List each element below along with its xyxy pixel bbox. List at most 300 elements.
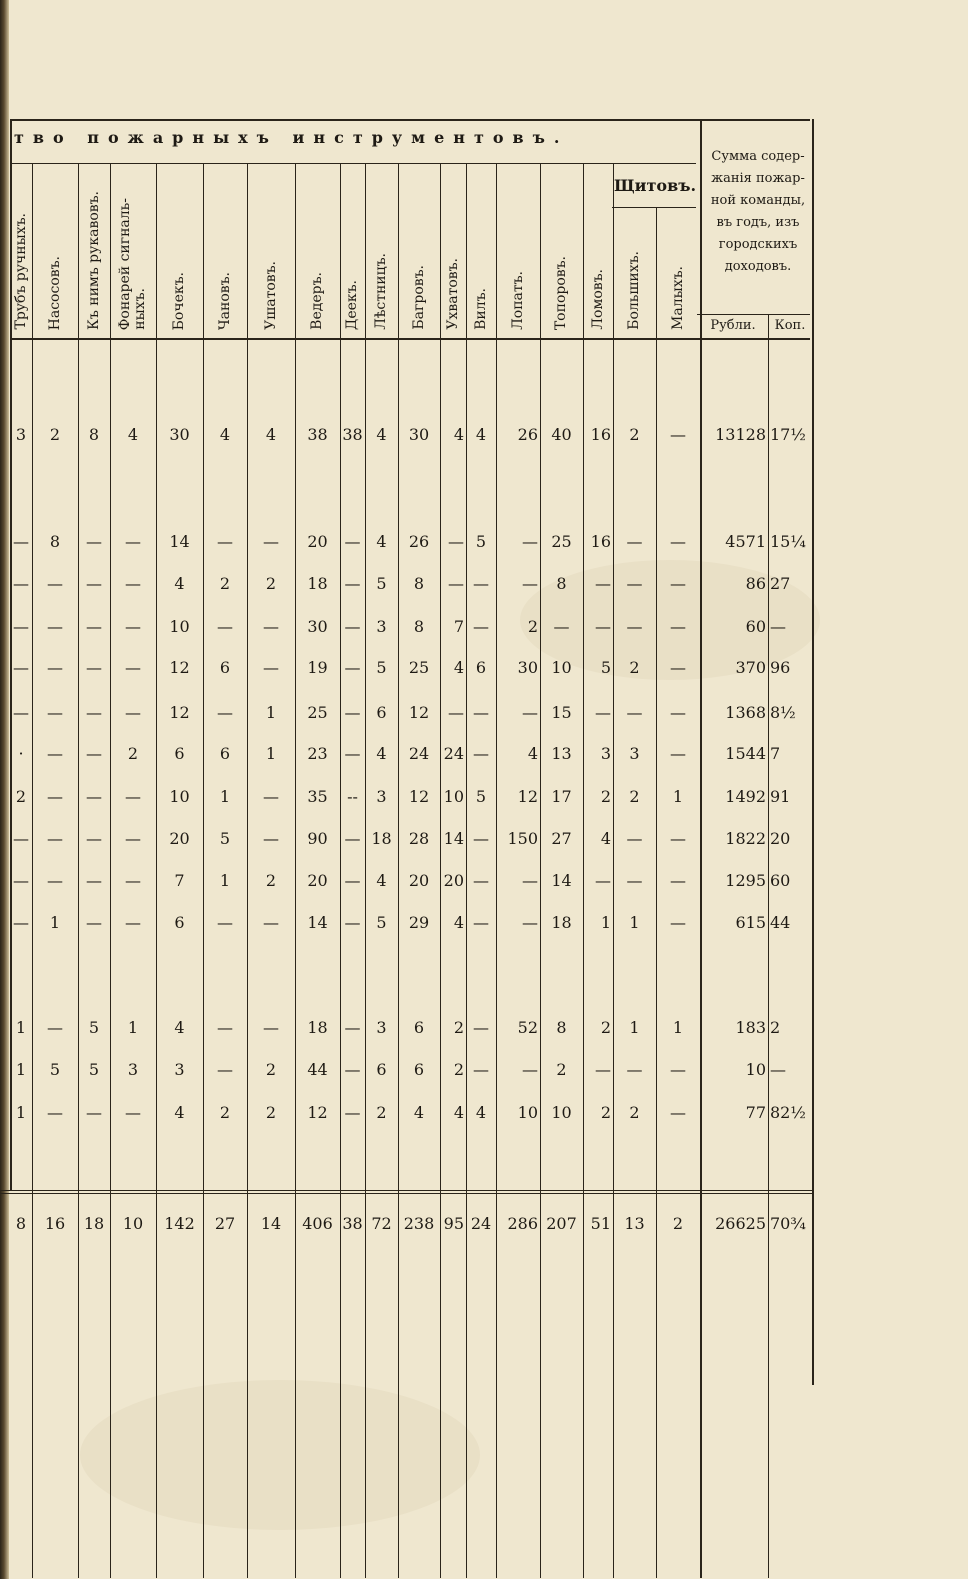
column-header bbox=[540, 170, 583, 330]
table-cell: 8 bbox=[556, 1018, 567, 1037]
table-cell: — bbox=[626, 532, 643, 551]
table-cell: 2 bbox=[629, 787, 640, 806]
table-cell: 17½ bbox=[770, 425, 806, 444]
title-bottom-rule bbox=[10, 163, 696, 164]
table-cell: — bbox=[473, 913, 489, 932]
shitov-group-rule bbox=[612, 207, 696, 208]
table-cell: — bbox=[473, 703, 489, 722]
table-cell: — bbox=[125, 658, 141, 677]
table-cell: — bbox=[47, 1018, 63, 1037]
column-header bbox=[656, 212, 700, 330]
table-cell: — bbox=[626, 617, 643, 636]
table-cell: 4 bbox=[219, 425, 231, 444]
table-cell: 60 bbox=[745, 617, 766, 636]
table-cell: 1822 bbox=[725, 829, 766, 848]
table-cell: — bbox=[13, 658, 29, 677]
table-cell: 5 bbox=[219, 829, 231, 848]
table-cell: — bbox=[217, 1060, 233, 1079]
table-cell: — bbox=[522, 913, 538, 932]
table-cell: — bbox=[473, 617, 489, 636]
totals-cell: 207 bbox=[546, 1214, 577, 1233]
table-cell: — bbox=[217, 703, 233, 722]
table-cell: 5 bbox=[376, 913, 387, 932]
table-cell: 5 bbox=[88, 1018, 100, 1037]
table-cell: 3 bbox=[629, 744, 640, 763]
table-cell: 15 bbox=[551, 703, 572, 722]
table-cell: — bbox=[125, 871, 141, 890]
table-cell: 2 bbox=[265, 574, 277, 593]
table-cell: — bbox=[125, 574, 141, 593]
table-cell: 25 bbox=[307, 703, 328, 722]
table-cell: — bbox=[217, 617, 233, 636]
totals-cell: 142 bbox=[164, 1214, 195, 1233]
table-cell: 2 bbox=[600, 1018, 611, 1037]
table-cell: — bbox=[263, 829, 279, 848]
table-cell: — bbox=[86, 829, 102, 848]
table-cell: 2 bbox=[770, 1018, 781, 1037]
sum-header-line: доходовъ. bbox=[724, 259, 792, 274]
table-cell: 1 bbox=[265, 703, 277, 722]
table-cell: 1 bbox=[15, 1103, 27, 1122]
table-cell: 4 bbox=[265, 425, 277, 444]
table-cell: 3 bbox=[600, 744, 611, 763]
table-cell: 8 bbox=[556, 574, 567, 593]
table-cell: 29 bbox=[408, 913, 430, 932]
table-cell: 4 bbox=[376, 871, 387, 890]
table-cell: 30 bbox=[408, 425, 430, 444]
shitov-group-header: Щитовъ. bbox=[613, 176, 697, 195]
table-cell: — bbox=[344, 532, 361, 551]
table-cell: 5 bbox=[475, 787, 487, 806]
table-cell: 44 bbox=[307, 1060, 328, 1079]
column-header-text: Деекъ. bbox=[344, 279, 360, 330]
table-cell: 3 bbox=[127, 1060, 139, 1079]
table-cell: — bbox=[217, 532, 233, 551]
table-cell: — bbox=[448, 703, 464, 722]
column-header bbox=[440, 170, 466, 330]
table-cell: 86 bbox=[745, 574, 766, 593]
column-header-text: Насосовъ. bbox=[46, 255, 63, 330]
table-cell: — bbox=[125, 913, 141, 932]
table-cell: 14 bbox=[551, 871, 572, 890]
table-cell: 27 bbox=[551, 829, 572, 848]
table-cell: — bbox=[473, 871, 489, 890]
table-cell: — bbox=[626, 1060, 643, 1079]
column-header-text: Ломовъ. bbox=[589, 269, 606, 330]
table-cell: 6 bbox=[174, 913, 185, 932]
table-cell: 6 bbox=[475, 658, 487, 677]
table-cell: 10 bbox=[551, 1103, 572, 1122]
table-cell: — bbox=[522, 574, 538, 593]
table-cell: 183 bbox=[735, 1018, 766, 1037]
table-cell: — bbox=[47, 744, 63, 763]
table-cell: 25 bbox=[408, 658, 430, 677]
table-cell: — bbox=[13, 871, 29, 890]
table-cell: 1 bbox=[672, 787, 684, 806]
table-cell: 6 bbox=[219, 744, 231, 763]
table-cell: — bbox=[344, 1060, 361, 1079]
table-cell: 6 bbox=[174, 744, 185, 763]
table-cell: — bbox=[47, 871, 63, 890]
table-cell: — bbox=[86, 703, 102, 722]
table-cell: — bbox=[47, 1103, 63, 1122]
table-cell: 20 bbox=[443, 871, 464, 890]
table-cell: 1 bbox=[629, 913, 640, 932]
totals-cell: 70¾ bbox=[770, 1214, 806, 1233]
table-cell: 60 bbox=[770, 871, 791, 890]
table-cell: — bbox=[770, 1060, 786, 1079]
table-cell: 150 bbox=[507, 829, 538, 848]
table-cell: — bbox=[125, 532, 141, 551]
table-cell: — bbox=[125, 703, 141, 722]
table-cell: — bbox=[47, 574, 63, 593]
table-cell: 26 bbox=[408, 532, 430, 551]
table-cell: 2 bbox=[127, 744, 139, 763]
table-cell: 1 bbox=[672, 1018, 684, 1037]
table-cell: 14 bbox=[307, 913, 328, 932]
table-cell: 1368 bbox=[725, 703, 766, 722]
table-cell: — bbox=[670, 829, 686, 848]
table-cell: — bbox=[522, 703, 538, 722]
table-cell: 370 bbox=[735, 658, 766, 677]
table-cell: 77 bbox=[745, 1103, 766, 1122]
table-cell: 2 bbox=[15, 787, 27, 806]
table-cell: 5 bbox=[600, 658, 611, 677]
table-cell: 27 bbox=[770, 574, 791, 593]
table-cell: 10 bbox=[169, 787, 190, 806]
table-cell: 2 bbox=[219, 1103, 231, 1122]
table-cell: — bbox=[553, 617, 570, 636]
totals-cell: 26625 bbox=[715, 1214, 766, 1233]
table-cell: 28 bbox=[408, 829, 430, 848]
column-header bbox=[496, 170, 540, 330]
paper-stain bbox=[80, 1380, 480, 1530]
header-bottom-rule bbox=[10, 338, 810, 340]
table-cell: — bbox=[263, 913, 279, 932]
table-cell: — bbox=[670, 617, 686, 636]
sum-header-line: Сумма содер- bbox=[711, 149, 805, 164]
table-cell: 40 bbox=[551, 425, 572, 444]
table-cell: 18 bbox=[307, 574, 328, 593]
table-cell: — bbox=[473, 1018, 489, 1037]
column-header-text: Ушатовъ. bbox=[262, 261, 279, 330]
table-cell: 38 bbox=[342, 425, 363, 444]
table-cell: 18 bbox=[551, 913, 572, 932]
table-cell: — bbox=[125, 829, 141, 848]
column-header-text: Топоровъ. bbox=[553, 255, 569, 330]
table-cell: 2 bbox=[527, 617, 538, 636]
table-cell: 10 bbox=[745, 1060, 766, 1079]
table-cell: 24 bbox=[408, 744, 430, 763]
totals-cell: 38 bbox=[342, 1214, 363, 1233]
table-cell: 4 bbox=[376, 425, 387, 444]
table-cell: — bbox=[626, 871, 643, 890]
table-cell: — bbox=[670, 532, 686, 551]
table-cell: 4 bbox=[453, 913, 464, 932]
table-cell: 3 bbox=[376, 617, 387, 636]
table-cell: 4 bbox=[453, 1103, 464, 1122]
table-cell: 1 bbox=[219, 871, 231, 890]
table-cell: — bbox=[125, 787, 141, 806]
table-cell: 90 bbox=[307, 829, 328, 848]
table-cell: — bbox=[263, 787, 279, 806]
table-cell: 2 bbox=[219, 574, 231, 593]
table-cell: 30 bbox=[307, 617, 328, 636]
table-cell: — bbox=[13, 829, 29, 848]
table-cell: 6 bbox=[413, 1018, 425, 1037]
table-cell: — bbox=[13, 617, 29, 636]
table-cell: 12 bbox=[408, 787, 430, 806]
table-cell: 1 bbox=[127, 1018, 139, 1037]
table-cell: 4 bbox=[174, 1103, 185, 1122]
column-rule bbox=[768, 314, 769, 1578]
table-cell: — bbox=[13, 574, 29, 593]
table-cell: -- bbox=[347, 787, 358, 806]
totals-cell: 13 bbox=[624, 1214, 645, 1233]
table-cell: — bbox=[522, 871, 538, 890]
column-header-text: Багровъ. bbox=[410, 265, 427, 330]
sum-subheader-rule bbox=[697, 314, 810, 315]
table-cell: — bbox=[670, 574, 686, 593]
table-cell: 15¼ bbox=[770, 532, 806, 551]
table-cell: — bbox=[473, 829, 489, 848]
table-cell: — bbox=[217, 913, 233, 932]
table-cell: — bbox=[670, 744, 686, 763]
column-header bbox=[365, 170, 398, 330]
book-spine-shadow bbox=[0, 0, 9, 1579]
table-cell: 4 bbox=[376, 744, 387, 763]
table-cell: — bbox=[344, 913, 361, 932]
table-cell: 7 bbox=[453, 617, 464, 636]
table-cell: — bbox=[344, 1103, 361, 1122]
column-header bbox=[110, 170, 156, 330]
table-cell: 6 bbox=[376, 703, 387, 722]
table-cell: — bbox=[86, 744, 102, 763]
table-cell: 2 bbox=[629, 425, 640, 444]
table-cell: 12 bbox=[517, 787, 538, 806]
table-cell: — bbox=[86, 787, 102, 806]
table-cell: 12 bbox=[169, 658, 190, 677]
table-cell: 7 bbox=[770, 744, 781, 763]
table-cell: — bbox=[13, 913, 29, 932]
column-header bbox=[295, 170, 340, 330]
table-cell: — bbox=[86, 1103, 102, 1122]
table-cell: 38 bbox=[307, 425, 328, 444]
table-cell: 4 bbox=[475, 425, 487, 444]
table-cell: 4 bbox=[127, 425, 139, 444]
table-cell: 4 bbox=[453, 658, 464, 677]
totals-cell: 72 bbox=[371, 1214, 392, 1233]
table-cell: — bbox=[344, 829, 361, 848]
table-cell: 18 bbox=[307, 1018, 328, 1037]
table-cell: 12 bbox=[307, 1103, 328, 1122]
column-header-text: Лѣстницъ. bbox=[373, 253, 389, 330]
table-cell: 13 bbox=[551, 744, 572, 763]
table-cell: 96 bbox=[770, 658, 791, 677]
table-cell: — bbox=[670, 913, 686, 932]
table-cell: — bbox=[344, 744, 361, 763]
totals-cell: 238 bbox=[403, 1214, 435, 1233]
table-cell: 615 bbox=[735, 913, 766, 932]
table-cell: 35 bbox=[307, 787, 328, 806]
column-header-text: Ухватовъ. bbox=[444, 258, 461, 330]
table-cell: — bbox=[473, 744, 489, 763]
table-cell: 4 bbox=[453, 425, 464, 444]
table-cell: 2 bbox=[453, 1018, 464, 1037]
column-header-text: ныхъ. bbox=[132, 288, 148, 330]
table-cell: 2 bbox=[265, 1103, 277, 1122]
table-cell: 30 bbox=[169, 425, 190, 444]
table-cell: 91 bbox=[770, 787, 791, 806]
column-header bbox=[10, 170, 32, 330]
table-title: тво пожарныхъ инструментовъ. bbox=[14, 128, 569, 147]
table-cell: 4 bbox=[600, 829, 611, 848]
table-cell: 17 bbox=[551, 787, 572, 806]
table-cell: — bbox=[670, 871, 686, 890]
table-cell: — bbox=[670, 703, 686, 722]
table-cell: — bbox=[344, 617, 361, 636]
table-cell: 2 bbox=[49, 425, 61, 444]
table-cell: 3 bbox=[15, 425, 27, 444]
table-cell: — bbox=[263, 658, 279, 677]
table-cell: 14 bbox=[169, 532, 190, 551]
table-cell: 3 bbox=[376, 787, 387, 806]
table-cell: 4 bbox=[527, 744, 538, 763]
totals-cell: 10 bbox=[122, 1214, 144, 1233]
table-cell: — bbox=[670, 1060, 686, 1079]
table-cell: 20 bbox=[307, 532, 328, 551]
table-cell: — bbox=[263, 1018, 279, 1037]
totals-cell: 16 bbox=[44, 1214, 66, 1233]
column-header-text: Малыхъ. bbox=[669, 266, 686, 330]
totals-cell: 2 bbox=[672, 1214, 684, 1233]
column-header-text: Трубъ ручныхъ. bbox=[12, 213, 29, 330]
table-cell: — bbox=[86, 574, 102, 593]
table-cell: — bbox=[47, 617, 63, 636]
table-cell: 1 bbox=[219, 787, 231, 806]
table-cell: 1 bbox=[629, 1018, 640, 1037]
table-cell: 82½ bbox=[770, 1103, 806, 1122]
table-cell: 10 bbox=[551, 658, 572, 677]
table-cell: 7 bbox=[174, 871, 185, 890]
table-cell: 2 bbox=[629, 1103, 640, 1122]
table-cell: 1492 bbox=[725, 787, 766, 806]
table-cell: — bbox=[595, 703, 611, 722]
table-cell: 24 bbox=[443, 744, 464, 763]
table-cell: 4571 bbox=[725, 532, 766, 551]
table-cell: 2 bbox=[556, 1060, 567, 1079]
table-cell: 5 bbox=[49, 1060, 61, 1079]
table-cell: — bbox=[522, 532, 538, 551]
table-cell: — bbox=[595, 574, 611, 593]
table-cell: 10 bbox=[169, 617, 190, 636]
table-cell: — bbox=[47, 829, 63, 848]
table-cell: 6 bbox=[376, 1060, 387, 1079]
table-cell: 2 bbox=[265, 1060, 277, 1079]
table-cell: 2 bbox=[629, 658, 640, 677]
table-cell: — bbox=[47, 787, 63, 806]
table-cell: 8 bbox=[413, 617, 425, 636]
table-cell: — bbox=[770, 617, 786, 636]
table-cell: — bbox=[595, 871, 611, 890]
column-header bbox=[156, 170, 203, 330]
table-cell: 6 bbox=[219, 658, 231, 677]
table-cell: 3 bbox=[376, 1018, 387, 1037]
table-cell: 4 bbox=[413, 1103, 425, 1122]
table-cell: 2 bbox=[453, 1060, 464, 1079]
table-cell: 14 bbox=[443, 829, 464, 848]
table-cell: — bbox=[47, 658, 63, 677]
table-cell: 44 bbox=[770, 913, 791, 932]
table-cell: — bbox=[344, 658, 361, 677]
table-cell: — bbox=[670, 1103, 686, 1122]
table-cell: 52 bbox=[517, 1018, 538, 1037]
table-cell: 6 bbox=[413, 1060, 425, 1079]
column-header bbox=[32, 170, 78, 330]
sum-header-line: городскихъ bbox=[718, 237, 798, 252]
table-cell: — bbox=[595, 1060, 611, 1079]
table-cell: 5 bbox=[376, 658, 387, 677]
table-cell: — bbox=[263, 532, 279, 551]
table-cell: — bbox=[86, 617, 102, 636]
table-top-rule bbox=[10, 119, 810, 121]
table-cell: 8 bbox=[49, 532, 61, 551]
table-cell: — bbox=[473, 574, 489, 593]
table-cell: 3 bbox=[174, 1060, 185, 1079]
table-cell: 2 bbox=[376, 1103, 387, 1122]
table-cell: — bbox=[626, 703, 643, 722]
table-cell: — bbox=[595, 617, 611, 636]
column-rule bbox=[812, 119, 814, 1385]
table-cell: 1 bbox=[15, 1018, 27, 1037]
column-header-text: Къ нимъ рукавовъ. bbox=[85, 191, 102, 330]
table-cell: — bbox=[448, 532, 464, 551]
table-cell: 16 bbox=[590, 425, 611, 444]
table-cell: 23 bbox=[307, 744, 328, 763]
table-cell: — bbox=[86, 913, 102, 932]
table-cell: 8 bbox=[413, 574, 425, 593]
totals-cell: 406 bbox=[302, 1214, 333, 1233]
column-header-text: Ведеръ. bbox=[309, 272, 325, 330]
table-cell: 2 bbox=[265, 871, 277, 890]
table-cell: 19 bbox=[307, 658, 328, 677]
table-cell: — bbox=[448, 574, 464, 593]
table-cell: 16 bbox=[590, 532, 611, 551]
table-cell: — bbox=[626, 574, 643, 593]
table-cell: 1 bbox=[600, 913, 611, 932]
sum-header-line: ной команды, bbox=[710, 193, 806, 208]
table-cell: — bbox=[13, 532, 29, 551]
column-header bbox=[398, 170, 440, 330]
column-header bbox=[583, 170, 613, 330]
totals-rule bbox=[0, 1190, 814, 1194]
table-cell: 26 bbox=[517, 425, 538, 444]
table-cell: — bbox=[344, 1018, 361, 1037]
totals-cell: 14 bbox=[260, 1214, 282, 1233]
totals-cell: 18 bbox=[83, 1214, 105, 1233]
table-cell: — bbox=[522, 1060, 538, 1079]
table-cell: 20 bbox=[408, 871, 430, 890]
table-cell: — bbox=[47, 703, 63, 722]
column-header-text: Вилъ. bbox=[472, 288, 489, 330]
column-header bbox=[203, 170, 247, 330]
totals-cell: 51 bbox=[590, 1214, 611, 1233]
table-cell: 1 bbox=[49, 913, 61, 932]
table-cell: 1 bbox=[265, 744, 277, 763]
table-cell: 4 bbox=[376, 532, 387, 551]
table-cell: — bbox=[125, 617, 141, 636]
table-cell: 13128 bbox=[715, 425, 766, 444]
